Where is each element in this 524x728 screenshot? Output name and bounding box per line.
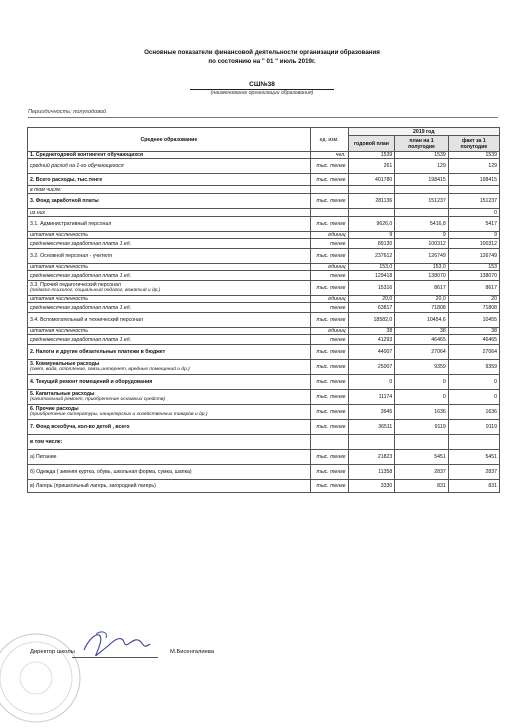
table-row — [28, 264, 500, 271]
row-name: 3.4. Вспомогательный и технический персонал — [28, 313, 311, 328]
table-row — [28, 435, 500, 450]
row-value-v2: 5416,8 — [395, 217, 448, 232]
row-unit — [310, 435, 348, 450]
stamp-seal — [0, 628, 86, 728]
row-name-note: (свет, вода, отопление, связь,интернет, вредные помещений и др.) — [30, 367, 190, 372]
row-value-v3: 9359 — [448, 360, 499, 375]
row-name: 3.1. Административный персонал — [28, 217, 311, 232]
row-unit: единиц — [310, 296, 348, 303]
table-row — [28, 480, 500, 493]
row-name: штатная численность — [28, 264, 311, 271]
row-value-v2: 27064 — [395, 345, 448, 360]
row-name-note: (педагог-психолог, социальный педагог, вожатый и др.) — [30, 288, 161, 293]
row-name: 2. Всего расходы, тыс.тенге — [28, 174, 311, 186]
row-value-v3: 9 — [448, 232, 499, 239]
header-annual-plan: годовой план — [348, 136, 395, 152]
row-value-v1: 41293 — [348, 335, 395, 345]
table-row — [28, 313, 500, 328]
row-name: 6. Прочие расходы (приобретение литературы, канцелярских и хозяйственных товаров и др.) — [28, 405, 311, 420]
row-name: а) Питание — [28, 450, 311, 465]
row-value-v1: 281136 — [348, 194, 395, 209]
row-value-v2: 46465 — [395, 335, 448, 345]
row-value-v2: 0 — [395, 390, 448, 405]
row-name: среднемесячная заработная плата 1 ед. — [28, 335, 311, 345]
row-unit — [310, 186, 348, 194]
row-value-v3: 27064 — [448, 345, 499, 360]
report-title: Основные показатели финансовой деятельности организации образования — [144, 49, 380, 56]
row-value-v2: 8617 — [395, 281, 448, 296]
row-value-v2: 20,0 — [395, 296, 448, 303]
table-row — [28, 375, 500, 390]
periodicity-label: Периодичность: полугодовой — [28, 109, 107, 115]
row-unit: тыс. тенге — [310, 174, 348, 186]
table-row — [28, 239, 500, 249]
header-name: Среднее образование — [28, 128, 311, 152]
table-row — [28, 217, 500, 232]
row-unit: тыс. тенге — [310, 281, 348, 296]
table-row — [28, 281, 500, 296]
row-value-v3: 38 — [448, 328, 499, 335]
row-value-v1: 261 — [348, 159, 395, 174]
row-unit: тенге — [310, 335, 348, 345]
row-value-v2: 100312 — [395, 239, 448, 249]
row-value-v1: 3945 — [348, 405, 395, 420]
row-value-v1: 1539 — [348, 152, 395, 159]
table-row — [28, 232, 500, 239]
row-value-v3: 5417 — [448, 217, 499, 232]
row-name: б) Одежда ( зимняя куртка, обувь, школьная форма, сумка, шапка) — [28, 465, 311, 480]
school-name: СШ№38 — [190, 80, 334, 90]
row-value-v3: 0 — [448, 209, 499, 217]
row-unit: тыс. тенге — [310, 375, 348, 390]
row-value-v3: 0 — [448, 390, 499, 405]
row-value-v1: 153,0 — [348, 264, 395, 271]
row-value-v2 — [395, 186, 448, 194]
table-row — [28, 159, 500, 174]
row-name: штатная численность — [28, 296, 311, 303]
row-value-v1: 0 — [348, 375, 395, 390]
row-value-v2 — [395, 209, 448, 217]
row-value-v3 — [448, 435, 499, 450]
row-value-v1 — [348, 209, 395, 217]
row-unit: тыс. тенге — [310, 360, 348, 375]
row-value-v1: 89130 — [348, 239, 395, 249]
row-name: средний расход на 1-го обучающегося — [28, 159, 311, 174]
row-value-v1: 38 — [348, 328, 395, 335]
row-value-v2: 1636 — [395, 405, 448, 420]
table-row — [28, 335, 500, 345]
school-caption: (наименование организации образования) — [210, 90, 314, 96]
row-value-v2: 126749 — [395, 249, 448, 264]
row-value-v1: 36511 — [348, 420, 395, 435]
header-half-year-fact: факт за 1 полугодие — [448, 136, 499, 152]
row-value-v3: 10455 — [448, 313, 499, 328]
row-value-v1: 44007 — [348, 345, 395, 360]
row-value-v3: 151237 — [448, 194, 499, 209]
table-row — [28, 465, 500, 480]
row-value-v1 — [348, 435, 395, 450]
divider — [28, 117, 498, 118]
row-name-note: (приобретение литературы, канцелярских и хозяйственных товаров и др.) — [30, 412, 208, 417]
row-value-v3: 0 — [448, 375, 499, 390]
row-unit: тенге — [310, 271, 348, 281]
row-unit: тыс. тенге — [310, 345, 348, 360]
row-value-v3: 9119 — [448, 420, 499, 435]
row-unit: тыс. тенге — [310, 420, 348, 435]
table-row — [28, 249, 500, 264]
table-row — [28, 209, 500, 217]
row-value-v2: 2837 — [395, 465, 448, 480]
table-row — [28, 186, 500, 194]
row-value-v3: 831 — [448, 480, 499, 493]
row-value-v1: 63817 — [348, 303, 395, 313]
row-value-v1: 3330 — [348, 480, 395, 493]
table-row — [28, 174, 500, 186]
row-value-v1: 11174 — [348, 390, 395, 405]
row-name: в том числе: — [28, 435, 311, 450]
row-value-v2 — [395, 435, 448, 450]
row-value-v2: 831 — [395, 480, 448, 493]
row-value-v3: 153 — [448, 264, 499, 271]
row-value-v3: 100312 — [448, 239, 499, 249]
row-unit: тыс. тенге — [310, 217, 348, 232]
row-value-v3: 198415 — [448, 174, 499, 186]
row-name: среднемесячная заработная плата 1 ед. — [28, 271, 311, 281]
row-value-v2: 9119 — [395, 420, 448, 435]
row-value-v3: 1539 — [448, 152, 499, 159]
row-name: 3. Фонд заработной платы — [28, 194, 311, 209]
row-unit: тыс. тенге — [310, 450, 348, 465]
row-value-v1: 129418 — [348, 271, 395, 281]
row-value-v2: 198415 — [395, 174, 448, 186]
row-value-v1: 11358 — [348, 465, 395, 480]
table-row — [28, 271, 500, 281]
row-value-v1: 21823 — [348, 450, 395, 465]
row-unit: единиц — [310, 264, 348, 271]
row-unit: тыс. тенге — [310, 480, 348, 493]
row-value-v1: 9 — [348, 232, 395, 239]
row-value-v1: 20,0 — [348, 296, 395, 303]
row-name: штатная численность — [28, 232, 311, 239]
table-row — [28, 405, 500, 420]
row-unit: чел. — [310, 152, 348, 159]
header-unit: ед. изм. — [310, 128, 348, 152]
row-unit: тенге — [310, 239, 348, 249]
row-value-v3: 2837 — [448, 465, 499, 480]
row-unit: тыс. тенге — [310, 194, 348, 209]
row-value-v3: 8617 — [448, 281, 499, 296]
row-name: 3.3. Прочий педагогический персонал (педагог-психолог, социальный педагог, вожатый и др.) — [28, 281, 311, 296]
row-unit: тыс. тенге — [310, 390, 348, 405]
row-name: штатная численность — [28, 328, 311, 335]
row-name: в том числе: — [28, 186, 311, 194]
row-value-v3: 5451 — [448, 450, 499, 465]
row-unit: тенге — [310, 303, 348, 313]
header-half-year-plan: план на 1 полугодие — [395, 136, 448, 152]
row-unit: тыс. тенге — [310, 405, 348, 420]
row-name: в) Лагерь (пришкольный лагерь, загородний лагерь) — [28, 480, 311, 493]
row-unit: тыс. тенге — [310, 313, 348, 328]
row-value-v2: 9 — [395, 232, 448, 239]
row-name: 3.2. Основной персонал - учителя — [28, 249, 311, 264]
row-name-note: (капитальный ремонт, приобретение основных средств) — [30, 397, 166, 402]
row-value-v3: 138070 — [448, 271, 499, 281]
row-unit — [310, 209, 348, 217]
row-value-v1: 237612 — [348, 249, 395, 264]
row-value-v3: 20 — [448, 296, 499, 303]
financial-table — [27, 127, 500, 493]
row-value-v2: 71808 — [395, 303, 448, 313]
row-name: среднемесячная заработная плата 1 ед. — [28, 239, 311, 249]
row-value-v2: 9359 — [395, 360, 448, 375]
row-value-v1 — [348, 186, 395, 194]
table-row — [28, 194, 500, 209]
table-row — [28, 303, 500, 313]
table-row — [28, 360, 500, 375]
row-value-v3: 71808 — [448, 303, 499, 313]
table-row — [28, 390, 500, 405]
row-name: 1. Среднегодовой контингент обучающихся — [28, 152, 311, 159]
header-year: 2019 год — [348, 128, 499, 136]
row-value-v3: 126749 — [448, 249, 499, 264]
report-date: по состоянию на " 01 " июль 2019г. — [208, 58, 316, 65]
row-value-v2: 1539 — [395, 152, 448, 159]
signature-label: Директор школы — [30, 649, 75, 655]
row-unit: тыс. тенге — [310, 465, 348, 480]
row-unit: тыс. тенге — [310, 249, 348, 264]
table-row — [28, 296, 500, 303]
row-value-v1: 18582,0 — [348, 313, 395, 328]
row-value-v2: 0 — [395, 375, 448, 390]
row-value-v3: 1636 — [448, 405, 499, 420]
row-value-v1: 25007 — [348, 360, 395, 375]
signature-line — [72, 657, 158, 658]
row-unit: единиц — [310, 328, 348, 335]
row-name: 3. Коммунальные расходы (свет, вода, отопление, связь,интернет, вредные помещений и др.) — [28, 360, 311, 375]
row-name: 7. Фонд всеобуча, кол-во детей , всего — [28, 420, 311, 435]
table-row — [28, 345, 500, 360]
row-value-v1: 401780 — [348, 174, 395, 186]
row-value-v3 — [448, 186, 499, 194]
table-row — [28, 152, 500, 159]
row-value-v2: 129 — [395, 159, 448, 174]
table-row — [28, 450, 500, 465]
row-value-v2: 153,0 — [395, 264, 448, 271]
row-value-v2: 5451 — [395, 450, 448, 465]
row-value-v2: 138070 — [395, 271, 448, 281]
signer-name: М.Бисенгалиева — [170, 649, 215, 655]
row-name: 4. Текущий ремонт помещений и оборудования — [28, 375, 311, 390]
table-row — [28, 420, 500, 435]
row-name: среднемесячная заработная плата 1 ед. — [28, 303, 311, 313]
row-value-v3: 129 — [448, 159, 499, 174]
row-unit: единиц — [310, 232, 348, 239]
row-name: 2. Налоги и другие обязательные платежи в бюджет — [28, 345, 311, 360]
row-value-v2: 38 — [395, 328, 448, 335]
row-value-v3: 46465 — [448, 335, 499, 345]
row-value-v2: 10454,6 — [395, 313, 448, 328]
row-name: из них — [28, 209, 311, 217]
row-unit: тыс. тенге — [310, 159, 348, 174]
row-value-v1: 15316 — [348, 281, 395, 296]
row-name: 5. Капитальные расходы (капитальный ремонт, приобретение основных средств) — [28, 390, 311, 405]
row-value-v1: 9626,0 — [348, 217, 395, 232]
row-value-v2: 151237 — [395, 194, 448, 209]
table-row — [28, 328, 500, 335]
